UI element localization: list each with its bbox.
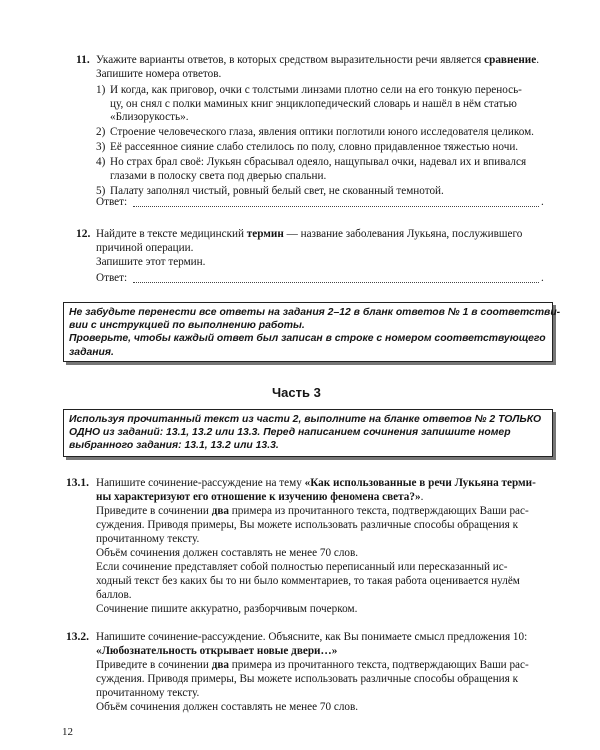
task-13-2-examples-count: два — [211, 659, 229, 671]
part-3-title: Часть 3 — [272, 385, 321, 400]
option-5-number: 5) — [96, 185, 106, 197]
instruction-line: Используя прочитанный текст из части 2, выполните на бланке ответов № 2 ТОЛЬКО — [69, 414, 542, 425]
option-3 — [96, 141, 556, 156]
option-4-number: 4) — [96, 156, 106, 168]
option-1-line: «Близорукость». — [110, 111, 189, 124]
question-11-answer-field[interactable] — [133, 206, 539, 207]
task-13-1-paragraph-line: баллов. — [96, 589, 132, 601]
task-13-2-quote: «Любознательность открывает новые двери…» — [96, 645, 338, 657]
question-11-instruction: Запишите номера ответов. — [96, 68, 222, 80]
task-13-1-examples-rest: примера из прочитанного текста, подтверждающих Ваши рас- — [229, 505, 529, 517]
transfer-answers-notice — [63, 302, 561, 362]
task-13-1-length-requirement: Объём сочинения должен составлять не менее 70 слов. — [96, 547, 359, 559]
task-13-1-examples-text: Приведите в сочинении — [96, 505, 212, 517]
question-12-prompt — [96, 228, 522, 242]
option-4 — [96, 156, 556, 185]
option-4-line: глазами в полоску света под дверью спальни. — [110, 169, 327, 182]
task-13-1-intro: Напишите сочинение-рассуждение на тему — [96, 477, 305, 489]
option-5-line: Палату заполнял чистый, ровный белый свет, не скованный темнотой. — [110, 185, 444, 197]
task-13-2-paragraph-line: прочитанному тексту. — [96, 687, 200, 699]
question-12-prompt-text: Найдите в тексте медицинский — [96, 228, 247, 240]
question-12-answer-field[interactable] — [133, 282, 539, 283]
task-13-2-paragraph-line: суждения. Приводя примеры, Вы можете использовать различные способы обращения к — [96, 673, 519, 685]
instruction-line: выбранного задания: 13.1, 13.2 или 13.3. — [69, 440, 279, 452]
notice-line: Проверьте, чтобы каждый ответ был записан в строке с номером соответствующего — [69, 333, 546, 345]
task-13-2-prompt: Напишите сочинение-рассуждение. Объясните, как Вы понимаете смысл предложения 10: — [96, 631, 528, 643]
task-13-1-number: 13.1. — [66, 477, 89, 489]
question-12-key-term: термин — [246, 228, 284, 240]
option-2 — [96, 126, 556, 141]
question-12-prompt-rest: — название заболевания Лукьяна, послужившего — [283, 228, 523, 240]
page-number: 12 — [62, 726, 73, 738]
task-13-1-topic-line-2 — [96, 491, 423, 505]
notice-line: задания. — [69, 346, 114, 358]
question-12-answer-end: . — [541, 272, 544, 284]
option-3-number: 3) — [96, 141, 106, 153]
option-2-line: Строение человеческого глаза, явления оптики поглотили юного исследователя целиком. — [110, 126, 534, 138]
question-12-answer-label: Ответ: — [96, 272, 128, 284]
notice-line: Не забудьте перенести все ответы на задания 2–12 в бланк ответов № 1 в соответстви- — [69, 307, 561, 318]
option-1 — [96, 84, 556, 126]
task-13-1-handwriting-note: Сочинение пишите аккуратно, разборчивым почерком. — [96, 603, 358, 615]
option-4-line: Но страх брал своё: Лукьян сбрасывал одеяло, нащупывал очки, надевал их и впивался — [110, 156, 527, 168]
option-1-line: И когда, как приговор, очки с толстыми линзами плотно сели на его тонкую перенось- — [110, 84, 522, 96]
question-11-prompt — [96, 54, 539, 68]
question-12-prompt-line-2: причиной операции. — [96, 242, 194, 254]
option-1-line: цу, он снял с полки маминых книг энциклопедический словарь и нашёл в нём статью — [110, 97, 517, 110]
task-13-1-paragraph-line: Если сочинение представляет собой полностью переписанный или пересказанный ис- — [96, 561, 508, 573]
option-3-line: Её рассеянное сияние слабо стелилось по полу, словно придавленное тяжестью ночи. — [110, 141, 519, 153]
question-11-key-term: сравнение — [484, 54, 537, 66]
task-13-1-paragraph-line: ходный текст без каких бы то ни было комментариев, то такая работа оценивается нулём — [96, 575, 520, 587]
option-2-number: 2) — [96, 126, 106, 138]
task-13-1-examples-line — [96, 505, 529, 519]
notice-line: вии с инструкцией по выполнению работы. — [69, 320, 305, 332]
task-13-2-examples-line — [96, 659, 529, 673]
task-13-1-topic-question: «Как использованные в речи Лукьяна терми- — [304, 477, 536, 489]
question-11-prompt-text: Укажите варианты ответов, в которых средством выразительности речи является — [96, 54, 485, 66]
question-11-prompt-end: . — [536, 54, 540, 66]
option-1-number: 1) — [96, 84, 106, 96]
task-13-1-topic — [96, 477, 536, 491]
question-11-answer-label: Ответ: — [96, 196, 128, 208]
question-11-answer-end: . — [541, 196, 544, 208]
instruction-line: ОДНО из заданий: 13.1, 13.2 или 13.3. Перед написанием сочинения запишите номер — [69, 427, 511, 439]
question-11-number: 11. — [76, 54, 90, 66]
task-13-1-paragraph-line: суждения. Приводя примеры, Вы можете использовать различные способы обращения к — [96, 519, 519, 531]
task-13-2-length-requirement: Объём сочинения должен составлять не менее 70 слов. — [96, 701, 359, 713]
task-13-1-examples-count: два — [211, 505, 229, 517]
option-5 — [96, 185, 556, 200]
task-13-2-number: 13.2. — [66, 631, 89, 643]
question-11-options — [96, 84, 556, 200]
task-13-1-topic-period: . — [420, 491, 424, 503]
task-13-2-examples-rest: примера из прочитанного текста, подтверждающих Ваши рас- — [229, 659, 529, 671]
question-12-number: 12. — [76, 228, 91, 240]
question-12-instruction: Запишите этот термин. — [96, 256, 206, 268]
task-13-1-paragraph-line: прочитанному тексту. — [96, 533, 200, 545]
task-13-1-topic-question-end: ны характеризуют его отношение к изучению феномена света?» — [96, 491, 421, 503]
task-13-2-examples-text: Приведите в сочинении — [96, 659, 212, 671]
part-3-instruction-box — [63, 409, 553, 457]
